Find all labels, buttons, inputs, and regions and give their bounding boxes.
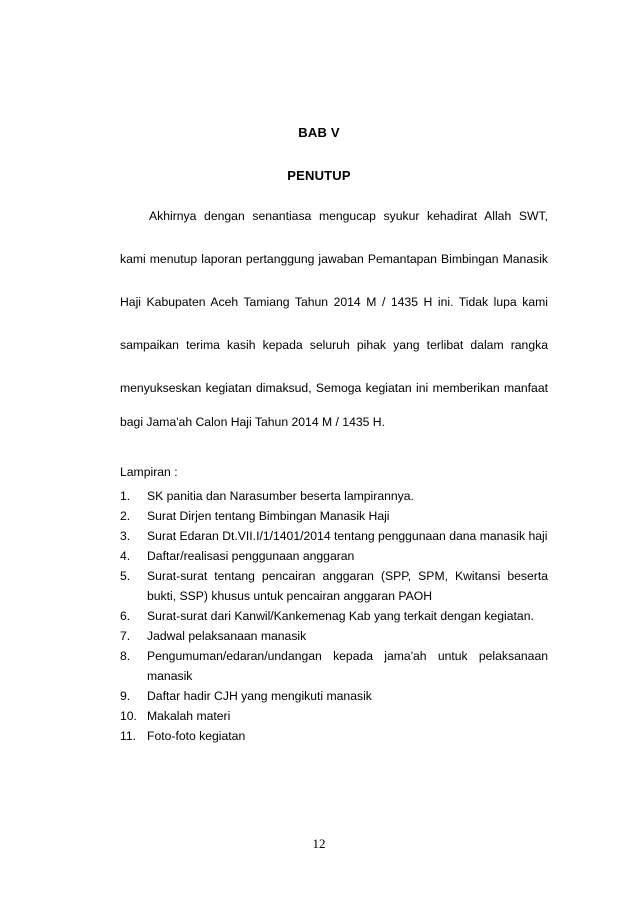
list-item [120,726,548,746]
list-number: 10. [120,709,137,723]
list-text: Surat-surat tentang pencairan anggaran (SPP, SPM, Kwitansi beserta bukti, SSP) khusus untuk pencairan anggaran PAOH [147,569,548,603]
paragraph-line: Haji Kabupaten Aceh Tamiang Tahun 2014 M / 1435 H ini. Tidak lupa kami [120,295,548,309]
attachments-list [120,486,548,746]
paragraph-line: bagi Jama'ah Calon Haji Tahun 2014 M / 1435 H. [120,415,385,429]
list-item [120,506,548,526]
list-number: 9. [120,689,131,703]
paragraph-line: kami menutup laporan pertanggung jawaban Pemantapan Bimbingan Manasik [120,252,548,266]
list-text: Surat-surat dari Kanwil/Kankemenag Kab yang terkait dengan kegiatan. [147,609,534,623]
list-text: Daftar hadir CJH yang mengikuti manasik [147,689,372,703]
list-number: 2. [120,509,131,523]
paragraph-line: sampaikan terima kasih kepada seluruh pihak yang terlibat dalam rangka [120,338,548,352]
list-text: Makalah materi [147,709,231,723]
paragraph-line: Akhirnya dengan senantiasa mengucap syukur kehadirat Allah SWT, [149,209,548,223]
list-item [120,706,548,726]
list-text: Pengumuman/edaran/undangan kepada jama'ah untuk pelaksanaan manasik [147,649,548,683]
list-item [120,606,548,626]
chapter-subtitle: PENUTUP [287,168,351,183]
paragraph-line: menyukseskan kegiatan dimaksud, Semoga kegiatan ini memberikan manfaat [120,381,548,395]
list-number: 8. [120,649,131,663]
list-number: 3. [120,529,131,543]
list-text: SK panitia dan Narasumber beserta lampirannya. [147,489,414,503]
list-text: Surat Dirjen tentang Bimbingan Manasik Haji [147,509,390,523]
page-number: 12 [312,836,326,851]
list-text: Jadwal pelaksanaan manasik [147,629,307,643]
list-text: Surat Edaran Dt.VII.I/1/1401/2014 tentang penggunaan dana manasik haji [147,529,548,543]
list-text: Foto-foto kegiatan [147,729,246,743]
list-number: 1. [120,489,131,503]
list-text: Daftar/realisasi penggunaan anggaran [147,549,355,563]
list-item [120,646,548,686]
list-item [120,486,548,506]
attachments-title: Lampiran : [120,465,178,479]
list-item [120,546,548,566]
list-number: 4. [120,549,131,563]
list-number: 6. [120,609,131,623]
list-number: 7. [120,629,131,643]
chapter-heading: BAB V [298,125,340,140]
list-item [120,626,548,646]
list-item [120,686,548,706]
list-number: 11. [120,729,137,743]
list-item [120,566,548,606]
list-number: 5. [120,569,131,583]
list-item [120,526,548,546]
